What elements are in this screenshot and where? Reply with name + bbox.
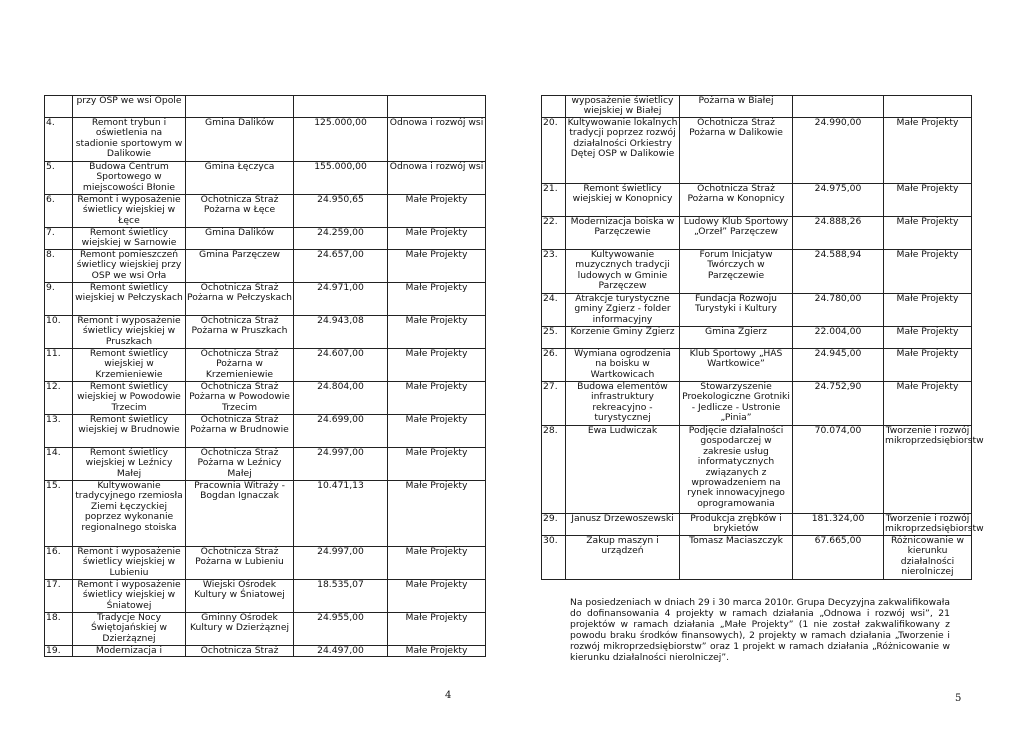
table-row	[45, 448, 486, 481]
measure-cell: Małe Projekty	[388, 228, 486, 250]
measure-cell: Małe Projekty	[388, 613, 486, 646]
project-name-cell: Remont świetlicy wiejskiej w Brudnowie	[73, 415, 186, 448]
beneficiary-cell: Pożarna w Białej	[680, 96, 793, 118]
measure-cell: Małe Projekty	[884, 184, 972, 217]
beneficiary-cell: Gminny Ośrodek Kultury w Dzierżąznej	[186, 613, 294, 646]
amount-cell: 181.324,00	[793, 514, 884, 536]
amount-cell: 125.000,00	[294, 118, 388, 162]
row-number-cell: 7.	[45, 228, 73, 250]
measure-cell: Małe Projekty	[884, 294, 972, 327]
table-row	[45, 580, 486, 613]
table-row	[542, 184, 972, 217]
row-number-cell	[45, 96, 73, 118]
table-row	[542, 96, 972, 118]
measure-cell: Małe Projekty	[884, 118, 972, 184]
amount-cell: 24.699,00	[294, 415, 388, 448]
project-name-cell: Kultywowanie lokalnych tradycji poprzez rozwój działalności Orkiestry Dętej OSP w Dalikowie	[566, 118, 680, 184]
right-page-number: 5	[955, 693, 962, 704]
table-row	[542, 514, 972, 536]
project-name-cell: Ewa Ludwiczak	[566, 426, 680, 514]
amount-cell	[294, 96, 388, 118]
table-row	[542, 294, 972, 327]
project-name-cell: Kultywowanie muzycznych tradycji ludowych w Gminie Parzęczew	[566, 250, 680, 294]
beneficiary-cell: Forum Inicjatyw Twórczych w Parzęczewie	[680, 250, 793, 294]
amount-cell: 24.607,00	[294, 349, 388, 382]
beneficiary-cell: Tomasz Maciaszczyk	[680, 536, 793, 580]
project-name-cell: Remont świetlicy wiejskiej w Powodowie Trzecim	[73, 382, 186, 415]
project-name-cell: Remont i wyposażenie świetlicy wiejskiej w Łęce	[73, 195, 186, 228]
row-number-cell: 8.	[45, 250, 73, 283]
table-row	[45, 118, 486, 162]
amount-cell: 10.471,13	[294, 481, 388, 547]
table-row	[45, 283, 486, 316]
measure-cell: Małe Projekty	[388, 415, 486, 448]
left-table-body	[45, 96, 486, 657]
table-row	[45, 613, 486, 646]
measure-cell: Małe Projekty	[884, 382, 972, 426]
beneficiary-cell: Ochotnicza Straż Pożarna w Leźnicy Małej	[186, 448, 294, 481]
table-row	[542, 217, 972, 250]
measure-cell: Małe Projekty	[884, 327, 972, 349]
project-name-cell: przy OSP we wsi Opole	[73, 96, 186, 118]
beneficiary-cell: Ochotnicza Straż Pożarna w Konopnicy	[680, 184, 793, 217]
row-number-cell: 16.	[45, 547, 73, 580]
project-name-cell: wyposażenie świetlicy wiejskiej w Białej	[566, 96, 680, 118]
row-number-cell: 9.	[45, 283, 73, 316]
measure-cell: Małe Projekty	[884, 250, 972, 294]
project-name-cell: Modernizacja i	[73, 646, 186, 657]
row-number-cell: 25.	[542, 327, 566, 349]
beneficiary-cell: Klub Sportowy „HAS Wartkowice”	[680, 349, 793, 382]
measure-cell: Małe Projekty	[884, 217, 972, 250]
table-row	[45, 195, 486, 228]
table-row	[542, 536, 972, 580]
row-number-cell: 13.	[45, 415, 73, 448]
project-name-cell: Korzenie Gminy Zgierz	[566, 327, 680, 349]
measure-cell: Małe Projekty	[884, 349, 972, 382]
table-row	[542, 250, 972, 294]
amount-cell: 24.259,00	[294, 228, 388, 250]
project-name-cell: Modernizacja boiska w Parzęczewie	[566, 217, 680, 250]
table-row	[542, 426, 972, 514]
row-number-cell: 29.	[542, 514, 566, 536]
measure-cell: Małe Projekty	[388, 250, 486, 283]
amount-cell: 24.975,00	[793, 184, 884, 217]
project-name-cell: Remont i wyposażenie świetlicy wiejskiej w Śniatowej	[73, 580, 186, 613]
project-name-cell: Remont pomieszczeń świetlicy wiejskiej przy OSP we wsi Orła	[73, 250, 186, 283]
amount-cell: 24.780,00	[793, 294, 884, 327]
table-row	[45, 228, 486, 250]
project-name-cell: Budowa elementów infrastruktury rekreacyjno - turystycznej	[566, 382, 680, 426]
project-name-cell: Wymiana ogrodzenia na boisku w Wartkowicach	[566, 349, 680, 382]
row-number-cell: 21.	[542, 184, 566, 217]
project-name-cell: Atrakcje turystyczne gminy Zgierz - folder informacyjny	[566, 294, 680, 327]
amount-cell: 24.943,08	[294, 316, 388, 349]
measure-cell: Tworzenie i rozwój mikroprzedsiębiorstw	[884, 426, 972, 514]
beneficiary-cell: Ochotnicza Straż Pożarna w Pełczyskach	[186, 283, 294, 316]
left-projects-table	[44, 95, 486, 657]
amount-cell: 24.804,00	[294, 382, 388, 415]
row-number-cell: 17.	[45, 580, 73, 613]
beneficiary-cell: Ochotnicza Straż Pożarna w Powodowie Trzecim	[186, 382, 294, 415]
left-page-number: 4	[445, 690, 452, 701]
project-name-cell: Remont świetlicy wiejskiej w Konopnicy	[566, 184, 680, 217]
amount-cell: 67.665,00	[793, 536, 884, 580]
project-name-cell: Budowa Centrum Sportowego w miejscowości Błonie	[73, 162, 186, 195]
beneficiary-cell: Ochotnicza Straż Pożarna w Pruszkach	[186, 316, 294, 349]
project-name-cell: Remont i wyposażenie świetlicy wiejskiej w Pruszkach	[73, 316, 186, 349]
beneficiary-cell: Wiejski Ośrodek Kultury w Śniatowej	[186, 580, 294, 613]
row-number-cell: 26.	[542, 349, 566, 382]
measure-cell: Małe Projekty	[388, 316, 486, 349]
beneficiary-cell: Gmina Dalików	[186, 118, 294, 162]
project-name-cell: Zakup maszyn i urządzeń	[566, 536, 680, 580]
row-number-cell: 15.	[45, 481, 73, 547]
table-row	[45, 96, 486, 118]
measure-cell: Odnowa i rozwój wsi	[388, 162, 486, 195]
table-row	[542, 382, 972, 426]
amount-cell: 24.588,94	[793, 250, 884, 294]
project-name-cell: Remont świetlicy wiejskiej w Pełczyskach	[73, 283, 186, 316]
row-number-cell: 19.	[45, 646, 73, 657]
measure-cell: Małe Projekty	[388, 547, 486, 580]
measure-cell: Małe Projekty	[388, 646, 486, 657]
row-number-cell: 23.	[542, 250, 566, 294]
measure-cell: Małe Projekty	[388, 481, 486, 547]
row-number-cell: 18.	[45, 613, 73, 646]
row-number-cell: 30.	[542, 536, 566, 580]
row-number-cell: 12.	[45, 382, 73, 415]
beneficiary-cell: Fundacja Rozwoju Turystyki i Kultury	[680, 294, 793, 327]
row-number-cell: 22.	[542, 217, 566, 250]
measure-cell	[388, 96, 486, 118]
amount-cell: 155.000,00	[294, 162, 388, 195]
beneficiary-cell: Gmina Dalików	[186, 228, 294, 250]
beneficiary-cell: Ochotnicza Straż Pożarna w Łęce	[186, 195, 294, 228]
beneficiary-cell	[186, 96, 294, 118]
row-number-cell	[542, 96, 566, 118]
beneficiary-cell: Pracownia Witraży - Bogdan Ignaczak	[186, 481, 294, 547]
table-row	[45, 382, 486, 415]
project-name-cell: Remont trybun i oświetlenia na stadionie sportowym w Dalikowie	[73, 118, 186, 162]
row-number-cell: 10.	[45, 316, 73, 349]
amount-cell: 18.535,07	[294, 580, 388, 613]
table-row	[45, 481, 486, 547]
summary-paragraph: Na posiedzeniach w dniach 29 i 30 marca 2010r. Grupa Decyzyjna zakwalifikowała do dofinansowania 4 projekty w ramach działania „Odnowa i rozwój wsi”, 21 projektów w ramach działania „Małe Projekty” (1 nie został zakwalifikowany z powodu braku środków finansowych), 2 projekty w ramach działania „Tworzenie i rozwój mikroprzedsiębiorstw” oraz 1 projekt w ramach działania „Różnicowanie w kierunku działalności nierolniczej”.	[570, 597, 950, 663]
amount-cell: 24.888,26	[793, 217, 884, 250]
amount-cell: 24.990,00	[793, 118, 884, 184]
table-row	[45, 547, 486, 580]
beneficiary-cell: Ochotnicza Straż Pożarna w Lubieniu	[186, 547, 294, 580]
beneficiary-cell: Ochotnicza Straż Pożarna w Brudnowie	[186, 415, 294, 448]
beneficiary-cell: Ochotnicza Straż Pożarna w Dalikowie	[680, 118, 793, 184]
measure-cell: Różnicowanie w kierunku działalności nierolniczej	[884, 536, 972, 580]
measure-cell: Odnowa i rozwój wsi	[388, 118, 486, 162]
amount-cell: 24.752,90	[793, 382, 884, 426]
right-table-body	[542, 95, 984, 580]
measure-cell	[884, 96, 972, 118]
beneficiary-cell: Produkcja zrębków i brykietów	[680, 514, 793, 536]
project-name-cell: Janusz Drzewoszewski	[566, 514, 680, 536]
beneficiary-cell: Ochotnicza Straż Pożarna w Krzemieniewie	[186, 349, 294, 382]
table-row	[45, 316, 486, 349]
measure-cell: Małe Projekty	[388, 283, 486, 316]
beneficiary-cell: Gmina Zgierz	[680, 327, 793, 349]
measure-cell: Małe Projekty	[388, 448, 486, 481]
amount-cell: 24.497,00	[294, 646, 388, 657]
table-row	[542, 327, 972, 349]
measure-cell: Tworzenie i rozwój mikroprzedsiębiorstw	[885, 513, 984, 535]
beneficiary-cell: Gmina Łęczyca	[186, 162, 294, 195]
beneficiary-cell: Ochotnicza Straż	[186, 646, 294, 657]
amount-cell: 22.004,00	[793, 327, 884, 349]
table-row	[542, 118, 972, 184]
amount-cell: 24.971,00	[294, 283, 388, 316]
project-name-cell: Kultywowanie tradycyjnego rzemiosła Ziemi Łęczyckiej poprzez wykonanie regionalnego stoiska	[73, 481, 186, 547]
table-row	[45, 250, 486, 283]
amount-cell: 24.997,00	[294, 448, 388, 481]
table-row	[542, 349, 972, 382]
amount-cell: 24.657,00	[294, 250, 388, 283]
right-projects-table	[541, 95, 984, 580]
row-number-cell: 27.	[542, 382, 566, 426]
amount-cell: 24.945,00	[793, 349, 884, 382]
amount-cell: 24.997,00	[294, 547, 388, 580]
measure-cell: Małe Projekty	[388, 349, 486, 382]
project-name-cell: Tradycje Nocy Świętojańskiej w Dzierżąznej	[73, 613, 186, 646]
amount-cell: 24.955,00	[294, 613, 388, 646]
row-number-cell: 14.	[45, 448, 73, 481]
beneficiary-cell: Ludowy Klub Sportowy „Orzeł” Parzęczew	[680, 217, 793, 250]
table-row	[45, 646, 486, 657]
amount-cell: 24.950,65	[294, 195, 388, 228]
table-row	[45, 162, 486, 195]
table-row	[45, 349, 486, 382]
project-name-cell: Remont świetlicy wiejskiej w Leźnicy Małej	[73, 448, 186, 481]
table-row	[45, 415, 486, 448]
measure-cell: Małe Projekty	[388, 382, 486, 415]
row-number-cell: 4.	[45, 118, 73, 162]
project-name-cell: Remont świetlicy wiejskiej w Sarnowie	[73, 228, 186, 250]
beneficiary-cell: Podjęcie działalności gospodarczej w zakresie usług informatycznych związanych z wprowadzeniem na rynek innowacyjnego oprogramowania	[680, 426, 793, 514]
project-name-cell: Remont i wyposażenie świetlicy wiejskiej w Lubieniu	[73, 547, 186, 580]
row-number-cell: 11.	[45, 349, 73, 382]
amount-cell: 70.074,00	[793, 426, 884, 514]
row-number-cell: 24.	[542, 294, 566, 327]
row-number-cell: 20.	[542, 118, 566, 184]
row-number-cell: 5.	[45, 162, 73, 195]
measure-cell: Małe Projekty	[388, 580, 486, 613]
beneficiary-cell: Gmina Parzęczew	[186, 250, 294, 283]
project-name-cell: Remont świetlicy wiejskiej w Krzemieniewie	[73, 349, 186, 382]
beneficiary-cell: Stowarzyszenie Proekologiczne Grotniki - Jedlicze - Ustronie „Pinia”	[680, 382, 793, 426]
amount-cell	[793, 96, 884, 118]
measure-cell: Małe Projekty	[388, 195, 486, 228]
row-number-cell: 28.	[542, 426, 566, 514]
row-number-cell: 6.	[45, 195, 73, 228]
